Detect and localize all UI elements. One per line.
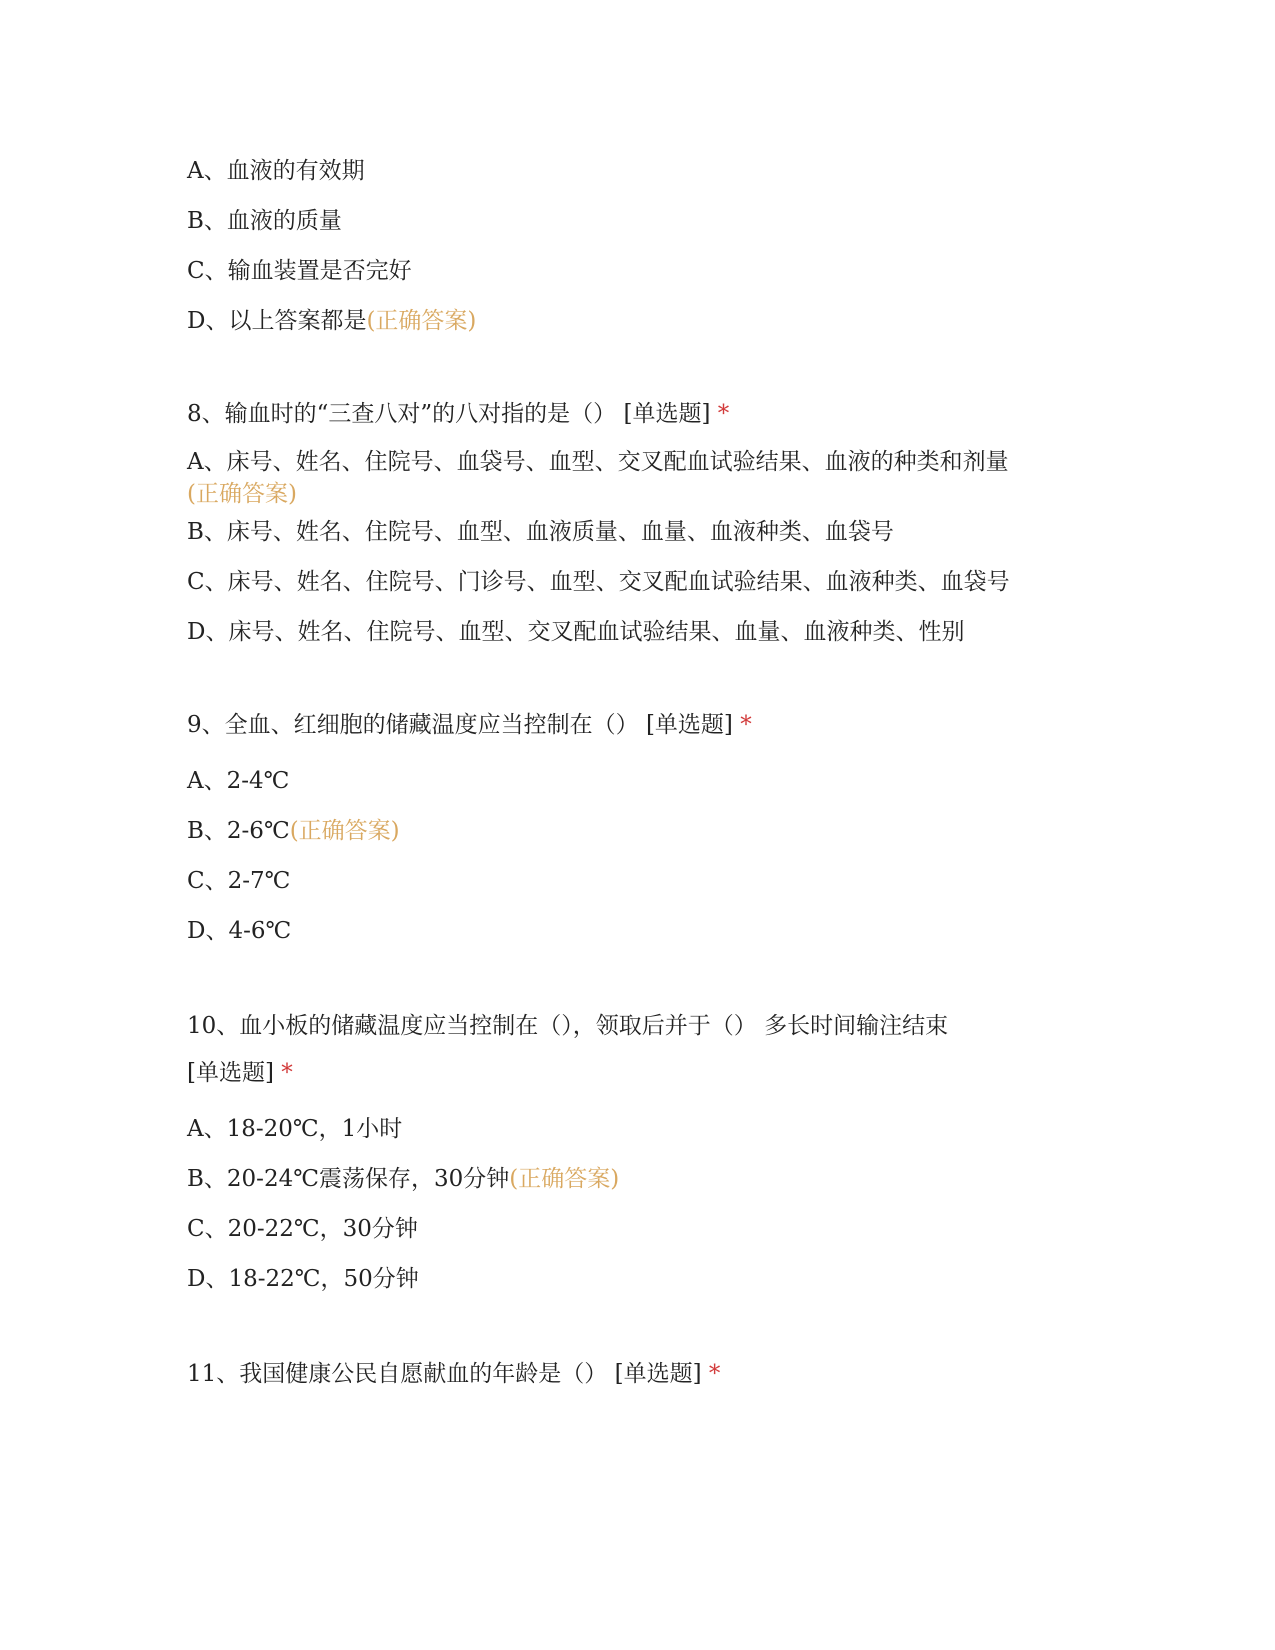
q8-option-c: C、床号、姓名、住院号、门诊号、血型、交叉配血试验结果、血液种类、血袋号 xyxy=(187,569,1010,595)
q9-option-a: A、2-4℃ xyxy=(187,768,290,794)
correct-answer-label: (正确答案) xyxy=(289,818,400,844)
q8-option-d: D、床号、姓名、住院号、血型、交叉配血试验结果、血量、血液种类、性别 xyxy=(187,619,965,645)
q8-option-b: B、床号、姓名、住院号、血型、血液质量、血量、血液种类、血袋号 xyxy=(187,519,894,545)
question-9-title: 9、全血、红细胞的储藏温度应当控制在（） [单选题] * xyxy=(187,712,752,738)
correct-answer-label: (正确答案) xyxy=(187,481,297,507)
q7-option-d: D、以上答案都是(正确答案) xyxy=(187,308,477,334)
q9-option-c: C、2-7℃ xyxy=(187,868,291,894)
q9-option-b: B、2-6℃(正确答案) xyxy=(187,818,400,844)
required-asterisk: * xyxy=(708,1361,721,1387)
q7-option-c: C、输血装置是否完好 xyxy=(187,258,412,284)
correct-answer-label: (正确答案) xyxy=(509,1166,620,1192)
question-10-title: 10、血小板的储藏温度应当控制在（），领取后并于（） 多长时间输注结束 xyxy=(187,1013,949,1039)
q7-option-a: A、血液的有效期 xyxy=(187,158,365,184)
required-asterisk: * xyxy=(717,401,730,427)
question-11-title: 11、我国健康公民自愿献血的年龄是（） [单选题] * xyxy=(187,1361,721,1387)
q10-option-a: A、18-20℃，1小时 xyxy=(187,1116,403,1142)
q10-option-d: D、18-22℃，50分钟 xyxy=(187,1266,419,1292)
required-asterisk: * xyxy=(281,1060,293,1086)
question-10-type: [单选题] * xyxy=(187,1060,293,1086)
question-8-title: 8、输血时的“三查八对”的八对指的是（） [单选题] * xyxy=(187,401,730,427)
q10-option-c: C、20-22℃，30分钟 xyxy=(187,1216,418,1242)
required-asterisk: * xyxy=(740,712,752,738)
q10-option-b: B、20-24℃震荡保存，30分钟(正确答案) xyxy=(187,1166,620,1192)
q9-option-d: D、4-6℃ xyxy=(187,918,292,944)
correct-answer-label: (正确答案) xyxy=(366,308,477,334)
q7-option-b: B、血液的质量 xyxy=(187,208,342,234)
q8-option-a: A、床号、姓名、住院号、血袋号、血型、交叉配血试验结果、血液的种类和剂量 (正确答案) xyxy=(187,449,1009,507)
